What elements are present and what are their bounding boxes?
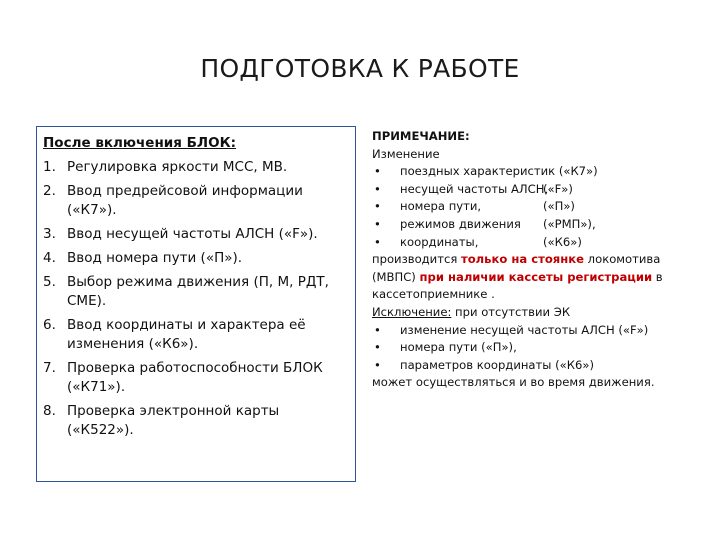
bullet-icon: •	[374, 357, 381, 372]
list-item: • номера пути («П»),	[372, 339, 692, 357]
list-item: • несущей частоты АЛСН, («F»)	[372, 181, 692, 199]
list-item: • изменение несущей частоты АЛСН («F»)	[372, 322, 692, 340]
bullet-icon: •	[374, 322, 381, 337]
bullet-icon: •	[374, 199, 381, 214]
list-item: 3. Ввод несущей частоты АЛСН («F»).	[43, 226, 318, 242]
list-item: • координаты, («К6»)	[372, 234, 692, 252]
bullet-icon: •	[374, 164, 381, 179]
closing-text: может осуществляться и во время движения.	[372, 375, 655, 390]
list-item: 1. Регулировка яркости МСС, МВ.	[43, 159, 288, 175]
condition-paragraph: производится только на стоянке локомотива (МВПС) при наличии кассеты регистрации в кассетоприемнике .	[372, 252, 663, 302]
change-label: Изменение	[372, 146, 440, 161]
list-item: 5. Выбор режима движения (П, М, РДТ, СМЕ).	[43, 274, 329, 309]
bullet-icon: •	[374, 234, 381, 249]
steps-heading: После включения БЛОК:	[43, 135, 237, 151]
list-item: 6. Ввод координаты и характера её изменения («К6»).	[43, 317, 306, 352]
list-item: 4. Ввод номера пути («П»).	[43, 250, 243, 266]
list-item: 2. Ввод предрейсовой информации («К7»).	[43, 183, 303, 218]
exception-line: Исключение: при отсутствии ЭК	[372, 304, 571, 319]
note-panel	[372, 128, 692, 392]
note-title: ПРИМЕЧАНИЕ:	[372, 129, 470, 143]
list-item: 7. Проверка работоспособности БЛОК («К71»).	[43, 360, 323, 395]
list-item: 8. Проверка электронной карты («К522»).	[43, 403, 280, 438]
list-item: • режимов движения («РМП»),	[372, 216, 692, 234]
bullet-icon: •	[374, 216, 381, 231]
list-item: • поездных характеристик («К7»)	[372, 163, 692, 181]
slide-title: ПОДГОТОВКА К РАБОТЕ	[200, 54, 520, 83]
startup-steps-box	[36, 126, 356, 482]
list-item: • номера пути, («П»)	[372, 198, 692, 216]
list-item: • параметров координаты («К6»)	[372, 357, 692, 375]
steps-list	[43, 158, 349, 440]
bullet-icon: •	[374, 340, 381, 355]
bullet-icon: •	[374, 181, 381, 196]
